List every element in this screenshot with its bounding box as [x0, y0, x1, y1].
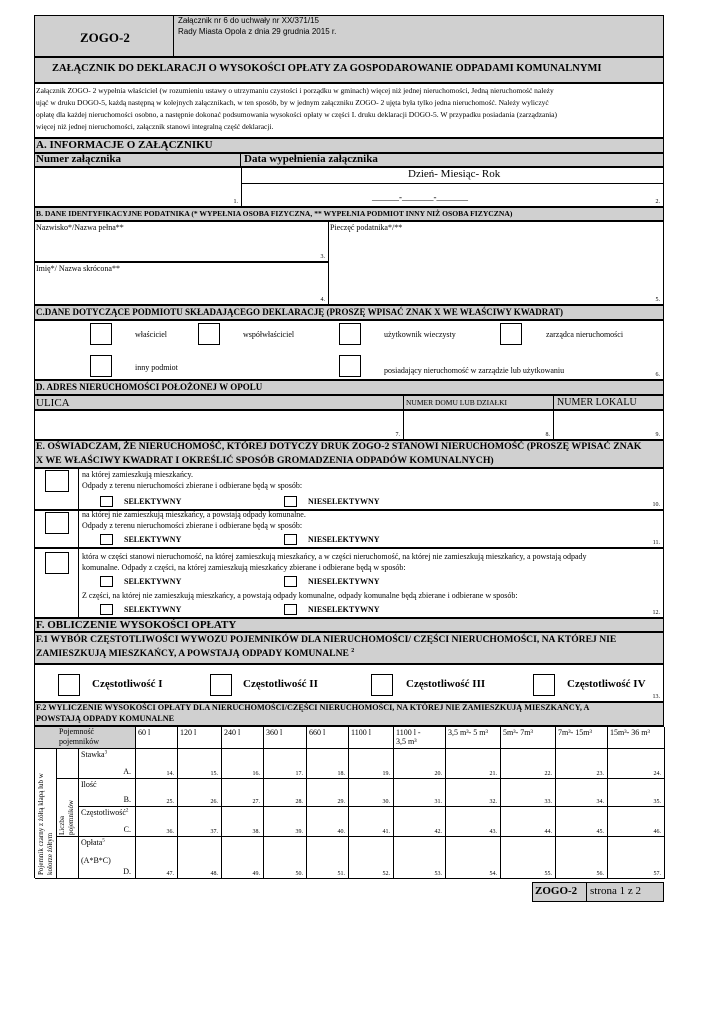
frequency-4-checkbox[interactable] — [533, 674, 555, 696]
inhabited-selective-label: SELEKTYWNY — [124, 497, 182, 506]
mixed-uninhabited-nonselective-checkbox[interactable] — [284, 604, 297, 615]
first-name-field[interactable]: 4. — [34, 262, 329, 305]
uninhabited-selective-checkbox[interactable] — [100, 534, 113, 545]
frequency-cell-4[interactable]: 40. — [307, 807, 349, 837]
date-blank: ______-_______-_______ — [372, 192, 468, 202]
quantity-cell-6[interactable]: 31. — [394, 779, 446, 807]
inhabited-text: na której zamieszkują mieszkańcy. — [82, 470, 193, 479]
frequency-cell-3[interactable]: 39. — [264, 807, 307, 837]
section-b-title: B. DANE IDENTYFIKACYJNE PODATNIKA (* WYPEŁNIA OSOBA FIZYCZNA, ** WYPEŁNIA PODMIOT INNY NIŻ OSOBA FIZYCZNA) — [36, 209, 513, 218]
quantity-cell-9[interactable]: 34. — [556, 779, 608, 807]
attachment-number-field[interactable]: 1. — [34, 167, 242, 207]
fee-cell-9[interactable]: 56. — [556, 837, 608, 879]
fill-date-field[interactable]: 2. — [241, 167, 664, 207]
frequency-4-label: Częstotliwość IV — [567, 678, 646, 690]
quantity-cell-3[interactable]: 28. — [264, 779, 307, 807]
section-e-title-line1: E. OŚWIADCZAM, ŻE NIERUCHOMOŚĆ, KTÓREJ DOTYCZY DRUK ZOGO-2 STANOWI NIERUCHOMOŚĆ (PROSZĘ WPISAĆ ZNAK — [36, 441, 642, 452]
fee-cell-6[interactable]: 53. — [394, 837, 446, 879]
intro-line3: opłatę dla każdej nieruchomości osobno, a następnie dokonać podsumowania wysokości opłaty w części I. druku deklaracji DOGO-5. W przypadku posiadania (zarządzania) — [36, 110, 558, 119]
capacity-col-4: 660 l — [307, 727, 349, 749]
date-format-hint: Dzień- Miesiąc- Rok — [408, 168, 501, 180]
stamp-field[interactable]: 5. — [328, 221, 664, 305]
intro-line4: więcej niż jednej nieruchomości, załącznik stanowi integralną część deklaracji. — [36, 122, 274, 131]
frequency-3-checkbox[interactable] — [371, 674, 393, 696]
rate-cell-10[interactable]: 24. — [608, 749, 665, 779]
section-d-title: D. ADRES NIERUCHOMOŚCI POŁOŻONEJ W OPOLU — [36, 382, 263, 392]
inhabited-selective-checkbox[interactable] — [100, 496, 113, 507]
capacity-col-8: 5m³- 7m³ — [501, 727, 556, 749]
quantity-row-label: Ilość B. — [79, 779, 136, 807]
fee-cell-2[interactable]: 49. — [222, 837, 264, 879]
stamp-label: Pieczęć podatnika*/** — [330, 223, 403, 232]
mixed-text: która w części stanowi nieruchomość, na której zamieszkują mieszkańcy, a w części nieruchomość, na której nie zamieszkują mieszkańcy, a powstają odpady — [82, 552, 587, 561]
fee-cell-10[interactable]: 57. — [608, 837, 665, 879]
mixed-uninhabited-nonselective-label: NIESELEKTYWNY — [308, 605, 380, 614]
frequency-3-label: Częstotliwość III — [406, 678, 486, 690]
flat-number-field[interactable]: 9. — [553, 410, 664, 440]
manager-checkbox[interactable] — [500, 323, 522, 345]
attachment-line2: Rady Miasta Opola z dnia 29 grudnia 2015 r. — [178, 27, 337, 36]
mixed-uninhabited-selective-label: SELEKTYWNY — [124, 605, 182, 614]
section-c-title: C.DANE DOTYCZĄCE PODMIOTU SKŁADAJĄCEGO DEKLARACJĘ (PROSZĘ WPISAĆ ZNAK X WE WŁAŚCIWY KWADRAT) — [36, 307, 564, 317]
first-name-label: Imię*/ Nazwa skrócona** — [36, 264, 120, 273]
rate-cell-8[interactable]: 22. — [501, 749, 556, 779]
fee-cell-3[interactable]: 50. — [264, 837, 307, 879]
mixed-uninhabited-selective-checkbox[interactable] — [100, 604, 113, 615]
frequency-row: 13. — [34, 664, 664, 702]
co-owner-label: współwłaściciel — [243, 330, 295, 339]
fill-date-label: Data wypełnienia załącznika — [244, 153, 378, 165]
attachment-number-label: Numer załącznika — [36, 153, 122, 165]
house-number-field[interactable]: 8. — [403, 410, 554, 440]
fee-cell-1[interactable]: 48. — [178, 837, 222, 879]
rate-cell-7[interactable]: 21. — [446, 749, 501, 779]
footer-page: strona 1 z 2 — [590, 885, 642, 897]
section-c-body: 6. — [34, 320, 664, 380]
rate-cell-2[interactable]: 16. — [222, 749, 264, 779]
rate-cell-0[interactable]: 14. — [136, 749, 178, 779]
frequency-cell-1[interactable]: 37. — [178, 807, 222, 837]
capacity-col-0: 60 l — [136, 727, 178, 749]
capacity-col-1: 120 l — [178, 727, 222, 749]
uninhabited-nonselective-checkbox[interactable] — [284, 534, 297, 545]
side-spacer-d — [57, 837, 79, 879]
frequency-2-label: Częstotliwość II — [243, 678, 318, 690]
house-number-label: NUMER DOMU LUB DZIAŁKI — [406, 398, 508, 407]
intro-line2: ująć w druku DOGO-5, każdą następną w kolejnych załącznikach, w ten sposób, by w jednym załączniku ZOGO- 2 ujęta była tylko jedna nieruchomość. Należy wyliczyć — [36, 98, 549, 107]
count-side-label: Liczba pojemników — [57, 779, 79, 837]
fee-cell-4[interactable]: 51. — [307, 837, 349, 879]
mixed-inhabited-selective-label: SELEKTYWNY — [124, 577, 182, 586]
perpetual-user-label: użytkownik wieczysty — [384, 330, 456, 339]
capacity-header: Pojemność pojemników — [35, 727, 136, 749]
capacity-col-9: 7m³- 15m³ — [556, 727, 608, 749]
section-e-title-line2: X WE WŁAŚCIWY KWADRAT I OKREŚLIĆ SPOSÓB GROMADZENIA ODPADÓW KOMUNALNYCH) — [36, 455, 494, 466]
quantity-cell-10[interactable]: 35. — [608, 779, 665, 807]
quantity-cell-8[interactable]: 33. — [501, 779, 556, 807]
inhabited-nonselective-checkbox[interactable] — [284, 496, 297, 507]
co-owner-checkbox[interactable] — [198, 323, 220, 345]
section-f-title: F. OBLICZENIE WYSOKOŚCI OPŁATY — [36, 619, 237, 631]
rate-cell-5[interactable]: 19. — [349, 749, 394, 779]
frequency-cell-5[interactable]: 41. — [349, 807, 394, 837]
f2-title-line1: F.2 WYLICZENIE WYSOKOŚCI OPŁATY DLA NIERUCHOMOŚCI/CZĘŚCI NIERUCHOMOŚCI, NA KTÓREJ NIE ZAMIESZKUJĄ MIESZKAŃCY, A — [36, 703, 590, 712]
inhabited-checkbox[interactable] — [45, 470, 69, 492]
perpetual-user-checkbox[interactable] — [339, 323, 361, 345]
capacity-col-3: 360 l — [264, 727, 307, 749]
uninhabited-nonselective-label: NIESELEKTYWNY — [308, 535, 380, 544]
uninhabited-method: Odpady z terenu nieruchomości zbierane i odbierane będą w sposób: — [82, 521, 303, 530]
flat-number-label: NUMER LOKALU — [557, 397, 637, 408]
property-type-row-3: 12. — [34, 548, 664, 618]
mixed-inhabited-selective-checkbox[interactable] — [100, 576, 113, 587]
frequency-cell-10[interactable]: 46. — [608, 807, 665, 837]
frequency-cell-7[interactable]: 43. — [446, 807, 501, 837]
owner-checkbox[interactable] — [90, 323, 112, 345]
footer-code: ZOGO-2 — [535, 885, 578, 897]
frequency-1-label: Częstotliwość I — [92, 678, 163, 690]
frequency-cell-0[interactable]: 36. — [136, 807, 178, 837]
quantity-cell-5[interactable]: 30. — [349, 779, 394, 807]
frequency-cell-2[interactable]: 38. — [222, 807, 264, 837]
mixed-inhabited-method: komunalne. Odpady z części, na której zamieszkują mieszkańcy zbierane i odbierane będą w sposób: — [82, 563, 406, 572]
f2-title-line2: POWSTAJĄ ODPADY KOMUNALNE — [36, 714, 175, 723]
attachment-line1: Załącznik nr 6 do uchwały nr XX/371/15 — [178, 16, 319, 25]
frequency-row-label: Częstotliwość$^2$ C. — [79, 807, 136, 837]
fee-cell-8[interactable]: 55. — [501, 837, 556, 879]
quantity-cell-2[interactable]: 27. — [222, 779, 264, 807]
owner-label: właściciel — [135, 330, 167, 339]
property-type-row-1: 10. — [34, 468, 664, 510]
manager-label: zarządca nieruchomości — [546, 330, 624, 339]
capacity-col-6: 1100 l - 3,5 m³ — [394, 727, 446, 749]
street-label: ULICA — [36, 397, 70, 409]
mixed-inhabited-nonselective-label: NIESELEKTYWNY — [308, 577, 380, 586]
frequency-2-checkbox[interactable] — [210, 674, 232, 696]
quantity-cell-1[interactable]: 26. — [178, 779, 222, 807]
section-a-title: A. INFORMACJE O ZAŁĄCZNIKU — [36, 139, 213, 151]
street-field[interactable]: 7. — [34, 410, 404, 440]
capacity-col-7: 3,5 m³- 5 m³ — [446, 727, 501, 749]
capacity-col-5: 1100 l — [349, 727, 394, 749]
fee-calculation-table — [34, 726, 664, 878]
mixed-checkbox[interactable] — [45, 552, 69, 574]
full-name-field[interactable]: 3. — [34, 221, 329, 262]
f1-title-line2: ZAMIESZKUJĄ MIESZKAŃCY, A POWSTAJĄ ODPADY KOMUNALNE $^2$ — [36, 648, 355, 660]
frequency-cell-8[interactable]: 44. — [501, 807, 556, 837]
capacity-col-2: 240 l — [222, 727, 264, 749]
uninhabited-checkbox[interactable] — [45, 512, 69, 534]
side-label: Pojemnik czarny z żółtą klapą lub w kolorze żółtym — [35, 749, 57, 879]
inhabited-method: Odpady z terenu nieruchomości zbierane i odbierane będą w sposób: — [82, 481, 303, 490]
rate-row-label: Stawka$^3$ A. — [79, 749, 136, 779]
rate-cell-9[interactable]: 23. — [556, 749, 608, 779]
full-name-label: Nazwisko*/Nazwa pełna** — [36, 223, 124, 232]
f1-title-line1: F.1 WYBÓR CZĘSTOTLIWOŚCI WYWOZU POJEMNIKÓW DLA NIERUCHOMOŚCI/ CZĘŚCI NIERUCHOMOŚCI, NA KTÓREJ NIE — [36, 634, 617, 645]
uninhabited-text: na której nie zamieszkują mieszkańcy, a powstają odpady komunalne. — [82, 510, 306, 519]
quantity-cell-0[interactable]: 25. — [136, 779, 178, 807]
rate-cell-6[interactable]: 20. — [394, 749, 446, 779]
capacity-col-10: 15m³- 36 m³ — [608, 727, 665, 749]
quantity-cell-7[interactable]: 32. — [446, 779, 501, 807]
form-title: ZAŁĄCZNIK DO DEKLARACJI O WYSOKOŚCI OPŁATY ZA GOSPODAROWANIE ODPADAMI KOMUNALNYMI — [52, 63, 602, 74]
frequency-cell-9[interactable]: 45. — [556, 807, 608, 837]
fee-cell-7[interactable]: 54. — [446, 837, 501, 879]
fee-row-label: Opłata$^5$ (A*B*C) D. — [79, 837, 136, 879]
rate-cell-1[interactable]: 15. — [178, 749, 222, 779]
property-type-row-2: 11. — [34, 510, 664, 548]
other-entity-checkbox[interactable] — [90, 355, 112, 377]
inhabited-nonselective-label: NIESELEKTYWNY — [308, 497, 380, 506]
intro-line1: Załącznik ZOGO- 2 wypełnia właściciel (w rozumieniu ustawy o utrzymaniu czystości i porządku w gminach) więcej niż jednej nieruchomości, Jedną nieruchomość należy — [36, 86, 554, 95]
managing-label: posiadający nieruchomość w zarządzie lub użytkowaniu — [384, 366, 565, 375]
side-spacer-a — [57, 749, 79, 779]
frequency-cell-6[interactable]: 42. — [394, 807, 446, 837]
mixed-inhabited-nonselective-checkbox[interactable] — [284, 576, 297, 587]
uninhabited-selective-label: SELEKTYWNY — [124, 535, 182, 544]
fee-cell-5[interactable]: 52. — [349, 837, 394, 879]
frequency-1-checkbox[interactable] — [58, 674, 80, 696]
quantity-cell-4[interactable]: 29. — [307, 779, 349, 807]
other-entity-label: inny podmiot — [135, 363, 178, 372]
managing-checkbox[interactable] — [339, 355, 361, 377]
form-code: ZOGO-2 — [80, 30, 130, 45]
rate-cell-4[interactable]: 18. — [307, 749, 349, 779]
mixed-uninhabited-method: Z części, na której nie zamieszkują mieszkańcy, a powstają odpady komunalne, odpady komunalne będą zbierane i odbierane w sposób: — [82, 591, 518, 600]
fee-cell-0[interactable]: 47. — [136, 837, 178, 879]
rate-cell-3[interactable]: 17. — [264, 749, 307, 779]
